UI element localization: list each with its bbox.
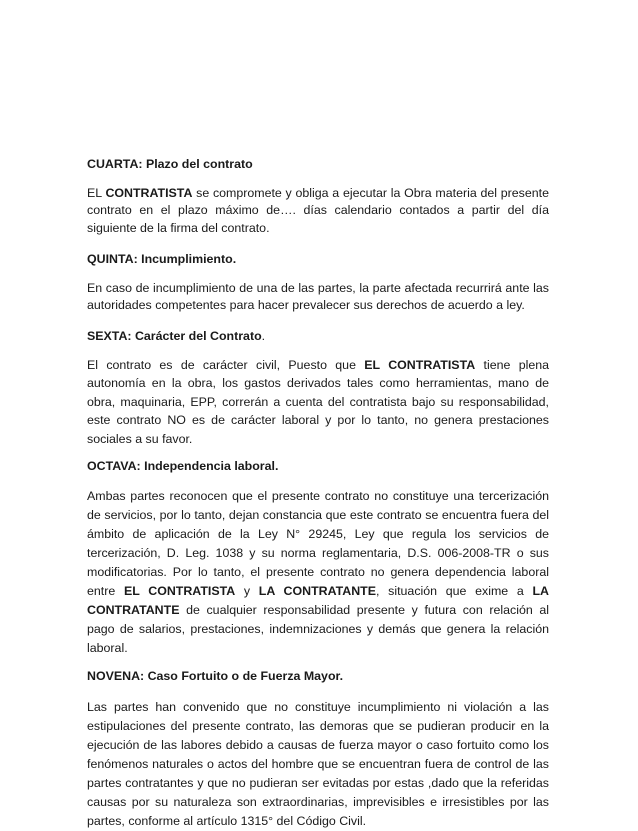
- contract-body: [87, 156, 549, 831]
- section-heading-quinta: QUINTA: Incumplimiento.: [87, 251, 237, 266]
- party-contratista: CONTRATISTA: [105, 186, 193, 201]
- text-run: , situación que exime a: [376, 584, 533, 599]
- section-heading-cuarta: CUARTA: Plazo del contrato: [87, 157, 253, 171]
- heading-period: .: [261, 329, 266, 344]
- text-run: se compromete y obliga a ejecutar la Obra materia del presente contrato en el plazo máximo de…. días calendario contados a partir del día siguiente de la firma del contrato.: [87, 186, 549, 235]
- section-heading-novena: NOVENA: Caso Fortuito o de Fuerza Mayor.: [87, 669, 344, 684]
- section-body-octava: [87, 487, 549, 658]
- text-run: tiene plena autonomía en la obra, los gastos derivados tales como herramientas, mano de obra, maquinaria, EPP, correrán a cuenta del contratista bajo su responsabilidad, este contrato NO es de carácter laboral y por lo tanto, no genera prestaciones sociales a su favor.: [87, 357, 550, 446]
- party-contratista: EL CONTRATISTA: [123, 584, 236, 599]
- text-run: EL: [87, 186, 106, 201]
- section-heading-octava: OCTAVA: Independencia laboral.: [87, 459, 279, 474]
- heading-text: SEXTA: Carácter del Contrato: [87, 329, 262, 344]
- party-contratista: EL CONTRATISTA: [364, 357, 476, 372]
- section-body-sexta: [87, 356, 549, 449]
- text-run: de cualquier responsabilidad presente y futura con relación al pago de salarios, prestaciones, indemnizaciones y demás que genera la relación laboral.: [87, 603, 549, 656]
- text-run: El contrato es de carácter civil, Puesto que: [87, 357, 365, 372]
- party-contratante: LA CONTRATANTE: [258, 584, 377, 599]
- section-body-quinta: En caso de incumplimiento de una de las partes, la parte afectada recurrirá ante las autoridades competentes para hacer prevalecer sus derechos de acuerdo a ley.: [87, 281, 549, 313]
- section-heading-sexta: [87, 328, 549, 345]
- text-run: y: [235, 584, 259, 599]
- party-contratante: LA CONTRATANTE: [87, 584, 549, 618]
- section-body-cuarta: [87, 185, 549, 237]
- text-run: Ambas partes reconocen que el presente contrato no constituye una tercerización de servicios, por lo tanto, dejan constancia que este contrato se encuentra fuera del ámbito de aplicación de la Ley N° 29245, Ley que regula los servicios de tercerización, D. Leg. 1038 y su norma reglamentaria, D.S. 006-2008-TR o sus modificatorias. Por lo tanto, el presente contrato no genera dependencia laboral entre: [87, 489, 549, 599]
- section-body-novena: Las partes han convenido que no constituye incumplimiento ni violación a las estipulaciones del presente contrato, las demoras que se pudieran producir en la ejecución de las labores debido a causas de fuerza mayor o caso fortuito como los fenómenos naturales o actos del hombre que se encuentran fuera de control de las partes contratantes y que no pudieran ser evitadas por estas ,dado que la referidas causas por su naturaleza son extraordinarias, imprevisibles e irresistibles por las partes, conforme al artículo 1315° del Código Civil.: [87, 699, 549, 828]
